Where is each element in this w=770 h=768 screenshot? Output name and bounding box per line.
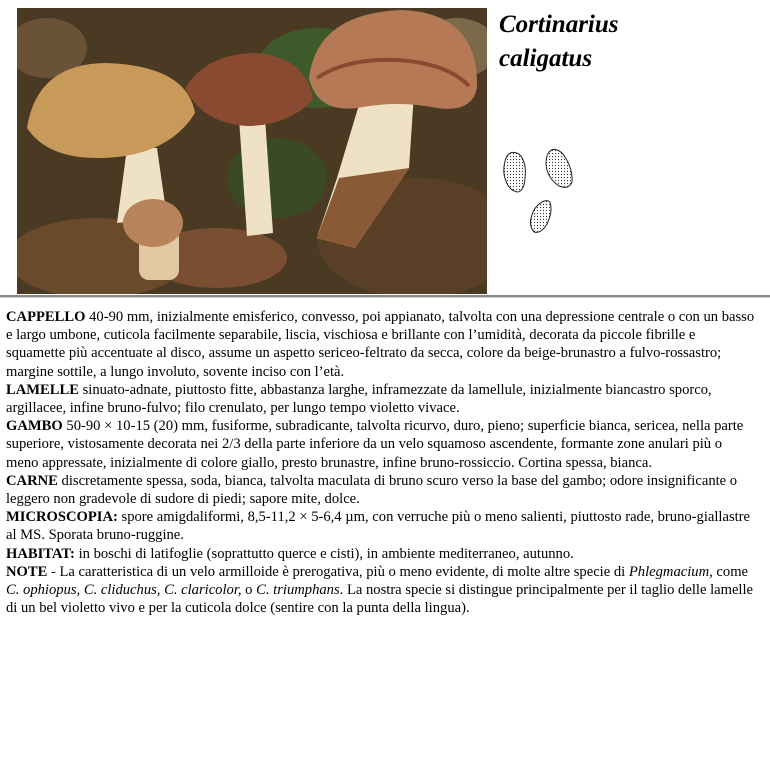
note-text-1: - La caratteristica di un velo armilloide è prerogativa, più o meno evidente, di molte altre specie di [47, 563, 629, 580]
note-species-ref-triumphans: C. triumphans [256, 582, 340, 599]
spore-drawing-icon [497, 140, 587, 240]
note-heading: NOTE [6, 563, 48, 580]
gambo-heading: GAMBO [6, 418, 63, 435]
section-cappello [6, 308, 756, 381]
section-note [6, 563, 756, 618]
species-description [6, 308, 756, 617]
section-carne [6, 472, 756, 508]
section-gambo [6, 417, 756, 472]
spore-drawing [497, 140, 587, 240]
habitat-text: in boschi di latifoglie (soprattutto querce e cisti), in ambiente mediterraneo, autunno. [74, 545, 574, 562]
species-title [499, 8, 619, 76]
cappello-heading: CAPPELLO [6, 309, 86, 325]
section-microscopia [6, 508, 756, 544]
mushroom-photo-icon [17, 8, 487, 294]
microscopia-text: spore amigdaliformi, 8,5-11,2 × 5-6,4 µm, con verruche più o meno salienti, piuttosto rade, bruno-giallastre al MS. Sporata bruno-ruggine. [6, 509, 751, 544]
mushroom-photo [17, 8, 487, 294]
lamelle-heading: LAMELLE [6, 381, 79, 398]
carne-text: discretamente spessa, soda, bianca, talvolta maculata di bruno scuro verso la base del gambo; odore insignificante o leggero non gradevole di sudore di piedi; sapore mite, dolce. [6, 472, 738, 508]
section-divider [0, 295, 770, 298]
cappello-text: 40-90 mm, inizialmente emisferico, convesso, poi appianato, talvolta con una depressione centrale o con un basso e largo umbone, cuticola facilmente separabile, liscia, vischiosa e brillante con l’umidità, decorata da piccole fibrille e squamette più accentuate al disco, assume un aspetto sericeo-feltrato da secca, colore da beige-brunastro a fulvo-rossastro; margine sottile, a lungo involuto, sovente inciso con l’età. [6, 309, 755, 380]
section-lamelle [6, 381, 756, 417]
note-text-3: o [241, 582, 257, 599]
habitat-heading: HABITAT: [6, 545, 75, 562]
note-text-4: . La nostra specie si distingue principalmente per il taglio delle lamelle di un bel violetto vivo e per la cuticola dolce (sentire con la punta della lingua). [6, 582, 754, 617]
note-genus-ref: Phlegmacium, [628, 563, 713, 580]
section-habitat [6, 545, 756, 563]
microscopia-heading: MICROSCOPIA: [6, 509, 118, 526]
lamelle-text: sinuato-adnate, piuttosto fitte, abbastanza larghe, inframezzate da lamellule, inizialmente biancastro sporco, argillacee, infine bruno-fulvo; filo crenulato, per lungo tempo violetto vivace. [6, 381, 712, 417]
note-text-2: come [712, 563, 749, 580]
note-species-refs: C. ophiopus, C. cliduchus, C. claricolor, [6, 582, 242, 599]
title-genus: Cortinarius [499, 11, 619, 38]
gambo-text: 50-90 × 10-15 (20) mm, fusiforme, subradicante, talvolta ricurvo, duro, pieno; superficie bianca, sericea, nella parte superiore, vistosamente decorata nei 2/3 della parte inferiore da un velo squamoso ascendente, formante zone anulari più o meno appressate, inizialmente di colore giallo, presto brunastre, infine bruno-rossiccio. Cortina spessa, bianca. [6, 418, 744, 471]
carne-heading: CARNE [6, 472, 58, 489]
title-species: caligatus [499, 45, 593, 72]
